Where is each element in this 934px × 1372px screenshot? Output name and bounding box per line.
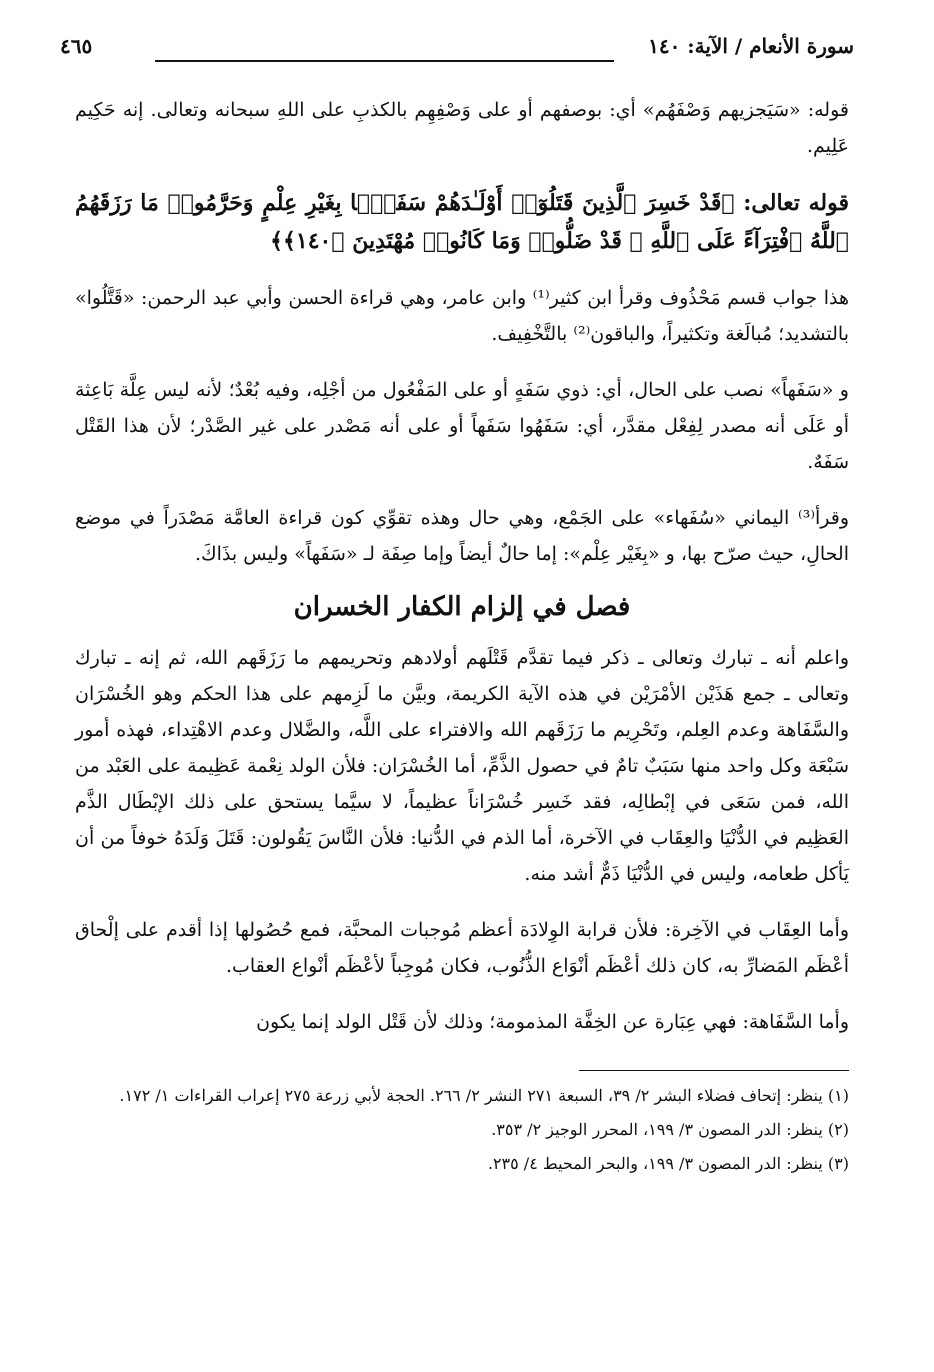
footnote-rule	[579, 1070, 849, 1071]
paragraph: قوله: «سَيَجزيهم وَصْفَهُم» أي: بوصفهم أو على وَصْفِهِم بالكذبِ على اللهِ سبحانه وتعالى. إنه حَكِيم عَلِيم.	[75, 99, 849, 157]
footnote: (١) ينظر: إتحاف فضلاء البشر ٢/ ٣٩، السبعة ٢٧١ النشر ٢/ ٢٦٦. الحجة لأبي زرعة ٢٧٥ إعراب القراءات ١/ ١٧٢.	[119, 1086, 849, 1105]
paragraph: واعلم أنه ـ تبارك وتعالى ـ ذكر فيما تقدَّم قَتْلَهم أولادهم وتحريمهم ما رَزَقَهم الله، ثم إنه ـ تبارك وتعالى ـ جمع هَذَيْن الأمْرَيْن في هذه الآية الكريمة، وبيَّن ما لَزِمهم على هذا الحكم وهو الخُسْرَان والسَّفَاهة وعدم العِلم، وتَحْرِيم ما رَزَقَهم الله والافتراء على اللَّه، والضَّلال وعدم الاهْتِداء، فهذه أمور سَبْعَة وكل واحد منها سَبَبٌ تامٌ في حصول الذَّمِّ، أما الخُسْرَان: فلأن الولد نِعْمة عَظِيمة على العَبْد من الله، فمن سَعَى في إبْطالِه، فقد خَسِر خُسْرَاناً عظيماً، لا سيَّما يستحق على ذلك الإبْطَال الذَّم العَظِيم في الدُّنْيَا والعِقَاب في الآخرة، أما الذم في الدُّنيا: فلأن النَّاسَ يَقُولون: قَتَلَ وَلَدَهُ خوفاً من أن يَأكل طعامه، وليس في الدُّنْيَا ذَمٌّ أشد منه.	[75, 647, 849, 885]
page-body	[75, 92, 849, 1183]
paragraph: وأما العِقَاب في الآخِرة: فلأن قرابة الوِلادَة أعظم مُوجبات المحبَّة، فمع حُصُولها إذا أقدم على إلْحاق أعْظَم المَضارِّ به، كان ذلك أعْظَم أنْوَاع الذُّنُوب، فكان مُوجِباً لأعْظَم أنْواع العقاب.	[75, 919, 849, 977]
quran-verse: قوله تعالى: ﴿قَدْ خَسِرَ ٱلَّذِينَ قَتَلُوٓا۟ أَوْلَـٰدَهُمْ سَفَهًۢا بِغَيْرِ عِلْمٍ وَحَرَّمُوا۟ مَا رَزَقَهُمُ ٱللَّهُ ٱفْتِرَآءً عَلَى ٱللَّهِ ۚ قَدْ ضَلُّوا۟ وَمَا كَانُوا۟ مُهْتَدِينَ ﴿١٤٠﴾﴾	[75, 190, 849, 254]
page-number: ٤٦٥	[60, 34, 93, 58]
header-rule	[155, 60, 614, 62]
paragraph: وقرأ⁽³⁾ اليماني «سُفَهاء» على الجَمْع، وهي حال وهذه تقوِّي كون قراءة العامَّة مَصْدَراً في موضع الحالِ، حيث صرّح بها، و «بِغَيْر عِلْم»: إما حالٌ أيضاً وإما صِفَة لـ «سَفَهاً» وليس بذَاكَ.	[75, 507, 849, 565]
footnote: (٢) ينظر: الدر المصون ٣/ ١٩٩، المحرر الوجيز ٢/ ٣٥٣.	[491, 1120, 849, 1139]
paragraph: وأما السَّفَاهة: فهي عِبَارة عن الخِفَّة المذمومة؛ وذلك لأن قَتْل الولد إنما يكون	[256, 1011, 849, 1033]
footnote: (٣) ينظر: الدر المصون ٣/ ١٩٩، والبحر المحيط ٤/ ٢٣٥.	[487, 1154, 849, 1173]
section-title: فصل في إلزام الكفار الخسران	[293, 592, 631, 622]
paragraph: و «سَفَهاً» نصب على الحال، أي: ذوي سَفَهٍ أو على المَفْعُول من أجْلِه، وفيه بُعْدٌ؛ لأنه ليس عِلَّة بَاعِثة أو عَلَى أنه مصدر لِفِعْل مقدَّر، أي: سَفَهُوا سَفَهاً أو على أنه مَصْدر على غير الصَّدْر؛ لأن هذا القَتْل سَفَهٌ.	[75, 379, 849, 473]
running-head: سورة الأنعام / الآية: ١٤٠	[648, 34, 854, 58]
paragraph: هذا جواب قسم مَحْذُوف وقرأ ابن كثير⁽¹⁾ وابن عامر، وهي قراءة الحسن وأبي عبد الرحمن: «قَتَّلُوا» بالتشديد؛ مُبالَغة وتكثيراً، والباقون⁽²⁾ بالتَّخْفِيف.	[75, 287, 849, 345]
page-header	[60, 34, 854, 66]
